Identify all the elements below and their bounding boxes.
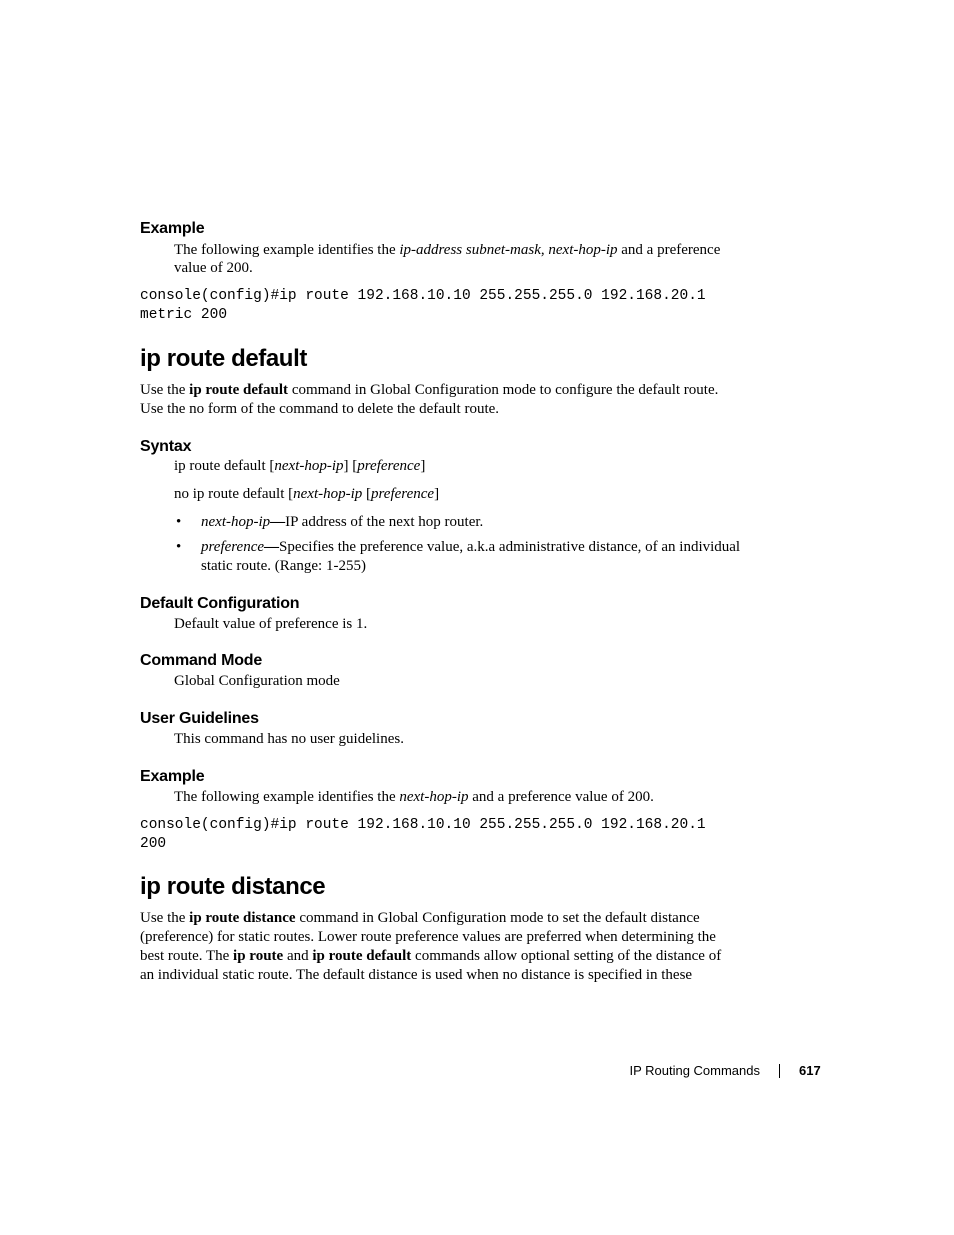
param-term: next-hop-ip	[201, 514, 271, 530]
text-run: Use the	[140, 382, 190, 398]
param-next-hop-ip: next-hop-ip	[548, 242, 618, 258]
command-name: ip route	[233, 948, 284, 964]
em-dash: —	[264, 539, 280, 555]
distance-paragraph-line-4: an individual static route. The default distance is used when no distance is specified in these	[140, 967, 693, 983]
text-run: and	[283, 948, 313, 964]
text-run: Use the	[140, 910, 190, 926]
bullet-item-preference-line-2: static route. (Range: 1-255)	[201, 558, 366, 574]
bracket: [	[265, 458, 275, 474]
bullet-item-preference	[201, 538, 740, 557]
distance-paragraph-line-1	[140, 909, 700, 928]
bracket: ] [	[343, 458, 358, 474]
example-paragraph-line-1	[174, 241, 720, 260]
bullet-item-next-hop-ip	[201, 513, 483, 532]
section-title-ip-route-distance: ip route distance	[140, 873, 326, 900]
bullet-icon: •	[176, 539, 182, 555]
text-run: commands allow optional setting of the distance of	[411, 948, 722, 964]
syntax-heading: Syntax	[140, 438, 192, 455]
distance-paragraph-line-3	[140, 947, 721, 966]
syntax-line-1	[174, 457, 425, 476]
command-name: no ip route default	[174, 486, 285, 502]
bracket: ]	[434, 486, 440, 502]
command-name: ip route default	[312, 948, 412, 964]
default-configuration-heading: Default Configuration	[140, 595, 300, 612]
param-term: preference	[201, 539, 265, 555]
user-guidelines-heading: User Guidelines	[140, 710, 259, 727]
param-preference: preference	[357, 458, 421, 474]
text-run: The following example identifies the	[174, 789, 400, 805]
text-run: IP address of the next hop router.	[285, 514, 484, 530]
section-title-ip-route-default: ip route default	[140, 345, 307, 372]
example-paragraph	[174, 788, 654, 807]
text-run: Specifies the preference value, a.k.a administrative distance, of an individual	[279, 539, 741, 555]
bracket: ]	[420, 458, 426, 474]
page-number: 617	[799, 1063, 821, 1078]
code-line: console(config)#ip route 192.168.10.10 255.255.255.0 192.168.20.1	[140, 288, 706, 304]
example-heading: Example	[140, 768, 205, 785]
footer-separator	[779, 1064, 780, 1078]
example-paragraph-line-2: value of 200.	[174, 260, 253, 276]
syntax-line-2	[174, 485, 439, 504]
param-next-hop-ip: next-hop-ip	[274, 458, 344, 474]
text-run: The following example identifies the	[174, 242, 400, 258]
distance-paragraph-line-2: (preference) for static routes. Lower route preference values are preferred when determining the	[140, 929, 716, 945]
bracket: [	[284, 486, 294, 502]
text-run: and a preference	[617, 242, 721, 258]
bullet-icon: •	[176, 514, 182, 530]
text-run: ,	[540, 242, 549, 258]
text-run: best route. The	[140, 948, 234, 964]
default-configuration-text: Default value of preference is 1.	[174, 616, 368, 632]
command-name: ip route distance	[189, 910, 296, 926]
footer-section-name: IP Routing Commands	[629, 1063, 760, 1078]
param-preference: preference	[371, 486, 435, 502]
code-line: 200	[140, 836, 167, 852]
command-mode-text: Global Configuration mode	[174, 673, 340, 689]
param-ip-address-subnet-mask: ip-address subnet-mask	[399, 242, 541, 258]
param-next-hop-ip: next-hop-ip	[293, 486, 363, 502]
code-line: console(config)#ip route 192.168.10.10 255.255.255.0 192.168.20.1	[140, 817, 706, 833]
command-mode-heading: Command Mode	[140, 652, 263, 669]
intro-line-2: Use the no form of the command to delete the default route.	[140, 401, 500, 417]
param-next-hop-ip: next-hop-ip	[399, 789, 469, 805]
em-dash: —	[270, 514, 286, 530]
command-name: ip route default	[174, 458, 266, 474]
code-line: metric 200	[140, 307, 228, 323]
text-run: command in Global Configuration mode to configure the default route.	[288, 382, 719, 398]
text-run: and a preference value of 200.	[468, 789, 654, 805]
example-heading: Example	[140, 220, 205, 237]
command-name: ip route default	[189, 382, 289, 398]
user-guidelines-text: This command has no user guidelines.	[174, 731, 404, 747]
intro-line-1	[140, 381, 718, 400]
text-run: command in Global Configuration mode to set the default distance	[295, 910, 700, 926]
bracket: [	[362, 486, 372, 502]
